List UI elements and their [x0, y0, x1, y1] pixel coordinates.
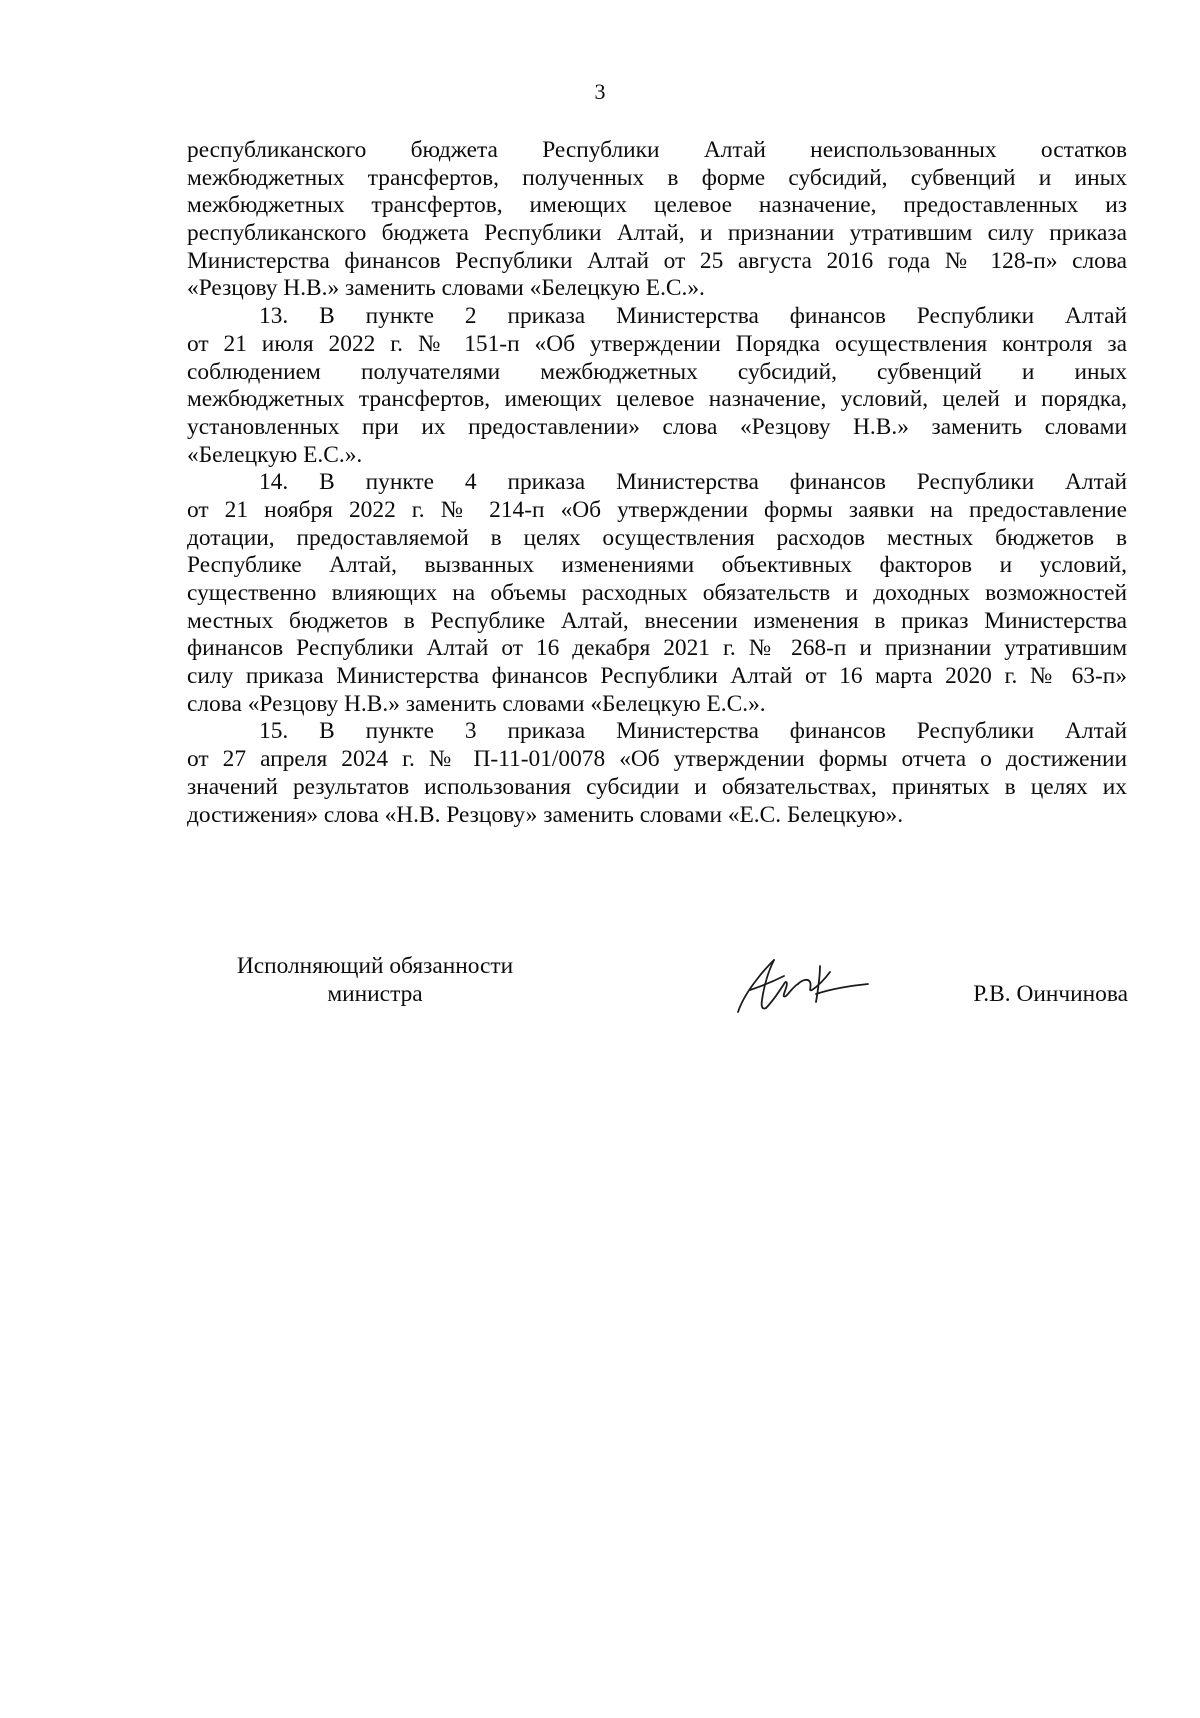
signatory-position-line: министра: [327, 981, 423, 1007]
text-line: местных бюджетов в Республике Алтай, внесении изменения в приказ Министерства: [187, 607, 1127, 634]
paragraph-item-15: [187, 718, 1127, 829]
text-line: значений результатов использования субсидии и обязательствах, принятых в целях их: [187, 773, 1127, 800]
text-line: межбюджетных трансфертов, имеющих целевое назначение, предоставленных из: [187, 192, 1127, 219]
paragraph-continuation: [187, 137, 1127, 303]
text-line: межбюджетных трансфертов, полученных в форме субсидий, субвенций и иных: [187, 164, 1127, 191]
text-line: Министерства финансов Республики Алтай от 25 августа 2016 года № 128-п» слова: [187, 247, 1127, 274]
text-line: соблюдением получателями межбюджетных субсидий, субвенций и иных: [187, 358, 1127, 385]
paragraph-item-13: [187, 303, 1127, 469]
text-line: от 21 июля 2022 г. № 151-п «Об утверждении Порядка осуществления контроля за: [187, 330, 1127, 357]
text-line: слова «Резцову Н.В.» заменить словами «Белецкую Е.С.».: [187, 690, 766, 717]
text-line: достижения» слова «Н.В. Резцову» заменить словами «Е.С. Белецкую».: [187, 801, 904, 828]
document-body: [187, 137, 1127, 829]
paragraph-item-14: [187, 469, 1127, 718]
text-line: Республике Алтай, вызванных изменениями объективных факторов и условий,: [187, 552, 1127, 579]
text-line: 13. В пункте 2 приказа Министерства финансов Республики Алтай: [259, 303, 1127, 330]
page-number: 3: [594, 79, 606, 104]
signatory-position: [215, 952, 535, 1008]
text-line: республиканского бюджета Республики Алтай неиспользованных остатков: [187, 137, 1127, 163]
text-line: «Белецкую Е.С.».: [187, 441, 363, 468]
text-line: «Резцову Н.В.» заменить словами «Белецкую Е.С.».: [187, 275, 705, 302]
text-line: межбюджетных трансфертов, имеющих целевое назначение, условий, целей и порядка,: [187, 386, 1127, 413]
text-line: республиканского бюджета Республики Алтай, и признании утратившим силу приказа: [187, 220, 1127, 247]
text-line: 15. В пункте 3 приказа Министерства финансов Республики Алтай: [259, 718, 1127, 745]
text-line: установленных при их предоставлении» слова «Резцову Н.В.» заменить словами: [187, 413, 1127, 440]
text-line: 14. В пункте 4 приказа Министерства финансов Республики Алтай: [259, 469, 1127, 496]
signatory-position-line: Исполняющий обязанности: [236, 953, 514, 979]
text-line: существенно влияющих на объемы расходных обязательств и доходных возможностей: [187, 580, 1127, 606]
handwritten-signature: [728, 950, 878, 1020]
text-line: дотации, предоставляемой в целях осуществления расходов местных бюджетов в: [187, 524, 1127, 551]
text-line: от 27 апреля 2024 г. № П-11-01/0078 «Об утверждении формы отчета о достижении: [187, 746, 1127, 773]
text-line: силу приказа Министерства финансов Республики Алтай от 16 марта 2020 г. № 63-п»: [187, 663, 1127, 690]
text-line: от 21 ноября 2022 г. № 214-п «Об утверждении формы заявки на предоставление: [187, 496, 1127, 523]
signer-name: Р.В. Оинчинова: [973, 981, 1128, 1007]
text-line: финансов Республики Алтай от 16 декабря 2021 г. № 268-п и признании утратившим: [187, 635, 1127, 662]
